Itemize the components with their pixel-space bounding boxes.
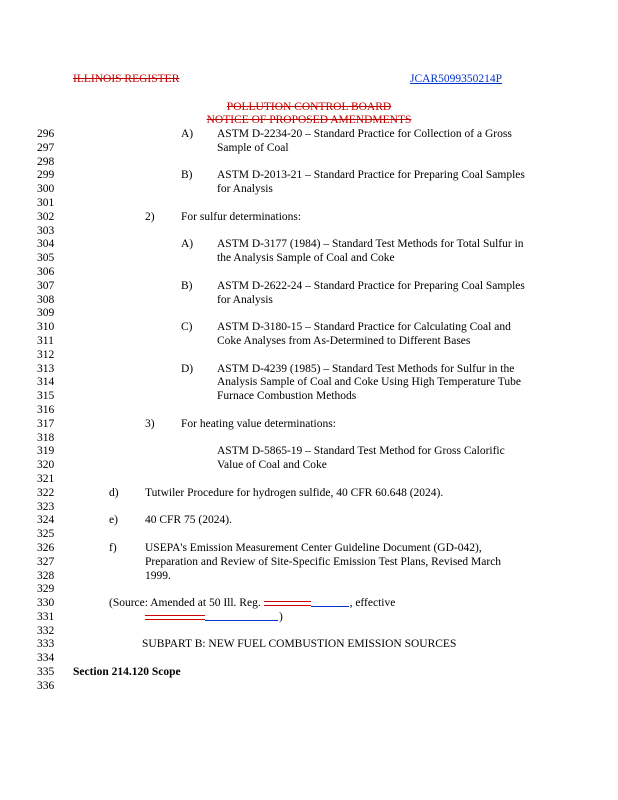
line-text: ASTM D-4239 (1985) – Standard Test Methods for Sulfur in the <box>217 362 515 375</box>
line-329 <box>0 583 618 597</box>
line-number: 335 <box>37 666 55 679</box>
item-label: B) <box>181 279 193 292</box>
item-label: 3) <box>145 417 155 430</box>
line-number: 302 <box>37 210 55 223</box>
line-text: Preparation and Review of Site-Specific Emission Test Plans, Revised March <box>145 555 502 568</box>
line-number: 322 <box>37 486 55 499</box>
line-299 <box>0 169 618 183</box>
deleted-mark <box>264 601 311 606</box>
line-text: ASTM D-3180-15 – Standard Practice for Calculating Coal and <box>217 321 511 334</box>
line-text: Sample of Coal <box>217 141 289 154</box>
line-298 <box>0 156 618 170</box>
line-number: 331 <box>37 610 55 623</box>
line-number: 330 <box>37 597 55 610</box>
line-number: 313 <box>37 362 55 375</box>
line-text: ASTM D-2622-24 – Standard Practice for Preparing Coal Samples <box>217 279 525 292</box>
line-314 <box>0 376 618 390</box>
item-label: A) <box>181 128 194 140</box>
line-text: ASTM D-5865-19 – Standard Test Method for Gross Calorific <box>217 445 505 458</box>
line-309 <box>0 307 618 321</box>
line-number: 301 <box>37 196 55 209</box>
item-label: d) <box>109 486 119 499</box>
line-327 <box>0 556 618 570</box>
line-text: ASTM D-3177 (1984) – Standard Test Methods for Total Sulfur in <box>217 238 524 251</box>
line-305 <box>0 252 618 266</box>
line-307 <box>0 280 618 294</box>
line-number: 316 <box>37 403 55 416</box>
item-label: D) <box>181 362 194 375</box>
line-text: For heating value determinations: <box>181 417 336 430</box>
line-text: For sulfur determinations: <box>181 210 302 223</box>
line-322 <box>0 487 618 501</box>
board-name: POLLUTION CONTROL BOARD <box>226 101 392 113</box>
line-number: 305 <box>37 252 55 265</box>
item-label: f) <box>109 541 117 554</box>
line-328 <box>0 570 618 584</box>
line-text: Tutwiler Procedure for hydrogen sulfide, 40 CFR 60.648 (2024). <box>145 486 444 499</box>
line-326 <box>0 542 618 556</box>
line-number: 314 <box>37 376 55 389</box>
line-number: 326 <box>37 541 55 554</box>
line-332 <box>0 625 618 639</box>
line-304 <box>0 238 618 252</box>
document-body <box>0 128 618 694</box>
line-number: 324 <box>37 514 55 527</box>
line-302 <box>0 211 618 225</box>
line-number: 308 <box>37 293 55 306</box>
notice-title: NOTICE OF PROPOSED AMENDMENTS <box>206 114 412 126</box>
source-note <box>109 597 395 611</box>
line-number: 300 <box>37 183 55 196</box>
line-number: 296 <box>37 128 55 140</box>
source-note-cont <box>145 611 283 625</box>
line-number: 297 <box>37 141 55 154</box>
line-number: 328 <box>37 569 55 582</box>
line-number: 321 <box>37 472 55 485</box>
line-308 <box>0 294 618 308</box>
line-text: ASTM D-2013-21 – Standard Practice for Preparing Coal Samples <box>217 169 525 182</box>
line-number: 332 <box>37 624 55 637</box>
line-303 <box>0 225 618 239</box>
line-number: 319 <box>37 445 55 458</box>
line-301 <box>0 197 618 211</box>
subpart-heading: SUBPART B: NEW FUEL COMBUSTION EMISSION SOURCES <box>142 638 457 651</box>
line-number: 323 <box>37 500 55 513</box>
line-number: 315 <box>37 390 55 403</box>
line-317 <box>0 418 618 432</box>
register-title: ILLINOIS REGISTER <box>73 73 180 85</box>
item-label: 2) <box>145 210 155 223</box>
line-number: 312 <box>37 348 55 361</box>
deleted-mark <box>145 615 205 620</box>
line-text: the Analysis Sample of Coal and Coke <box>217 252 395 265</box>
inserted-mark <box>205 620 278 621</box>
line-number: 317 <box>37 417 55 430</box>
line-318 <box>0 432 618 446</box>
inserted-mark <box>311 606 349 607</box>
line-334 <box>0 652 618 666</box>
line-text: 40 CFR 75 (2024). <box>145 514 232 527</box>
line-text: for Analysis <box>217 183 273 196</box>
line-number: 329 <box>37 583 55 596</box>
line-number: 318 <box>37 431 55 444</box>
line-297 <box>0 142 618 156</box>
section-heading: Section 214.120 Scope <box>73 666 181 679</box>
line-number: 310 <box>37 321 55 334</box>
line-text: Value of Coal and Coke <box>217 459 327 472</box>
line-300 <box>0 183 618 197</box>
line-321 <box>0 473 618 487</box>
line-313 <box>0 363 618 377</box>
item-label: A) <box>181 238 194 251</box>
line-325 <box>0 528 618 542</box>
line-number: 309 <box>37 307 55 320</box>
line-number: 327 <box>37 555 55 568</box>
line-311 <box>0 335 618 349</box>
line-number: 298 <box>37 155 55 168</box>
line-319 <box>0 445 618 459</box>
effective-text: , effective <box>349 597 396 610</box>
line-number: 299 <box>37 169 55 182</box>
line-335 <box>0 666 618 680</box>
line-number: 311 <box>37 334 54 347</box>
line-text: for Analysis <box>217 293 273 306</box>
line-296 <box>0 128 618 142</box>
line-number: 306 <box>37 265 55 278</box>
line-333 <box>0 638 618 652</box>
register-volume-blank <box>264 597 350 606</box>
line-331 <box>0 611 618 625</box>
line-320 <box>0 459 618 473</box>
line-number: 320 <box>37 459 55 472</box>
line-330 <box>0 597 618 611</box>
line-text: Furnace Combustion Methods <box>217 390 357 403</box>
line-number: 333 <box>37 638 55 651</box>
item-label: e) <box>109 514 118 527</box>
closing-paren: ) <box>279 610 283 623</box>
line-text: Analysis Sample of Coal and Coke Using High Temperature Tube <box>217 376 522 389</box>
line-text: ASTM D-2234-20 – Standard Practice for Collection of a Gross <box>217 128 512 140</box>
line-306 <box>0 266 618 280</box>
line-324 <box>0 514 618 528</box>
line-text: 1999. <box>145 569 171 582</box>
line-text: USEPA's Emission Measurement Center Guideline Document (GD-042), <box>145 541 482 554</box>
source-text: (Source: Amended at 50 Ill. Reg. <box>109 597 261 610</box>
line-323 <box>0 501 618 515</box>
document-code: JCAR5099350214P <box>410 73 503 85</box>
item-label: B) <box>181 169 193 182</box>
line-number: 336 <box>37 679 55 692</box>
effective-date-blank <box>145 611 279 620</box>
line-316 <box>0 404 618 418</box>
line-number: 304 <box>37 238 55 251</box>
line-312 <box>0 349 618 363</box>
line-number: 334 <box>37 652 55 665</box>
line-number: 307 <box>37 279 55 292</box>
line-336 <box>0 680 618 694</box>
line-text: Coke Analyses from As-Determined to Different Bases <box>217 334 471 347</box>
line-number: 325 <box>37 528 55 541</box>
line-315 <box>0 390 618 404</box>
line-number: 303 <box>37 224 55 237</box>
line-310 <box>0 321 618 335</box>
item-label: C) <box>181 321 193 334</box>
